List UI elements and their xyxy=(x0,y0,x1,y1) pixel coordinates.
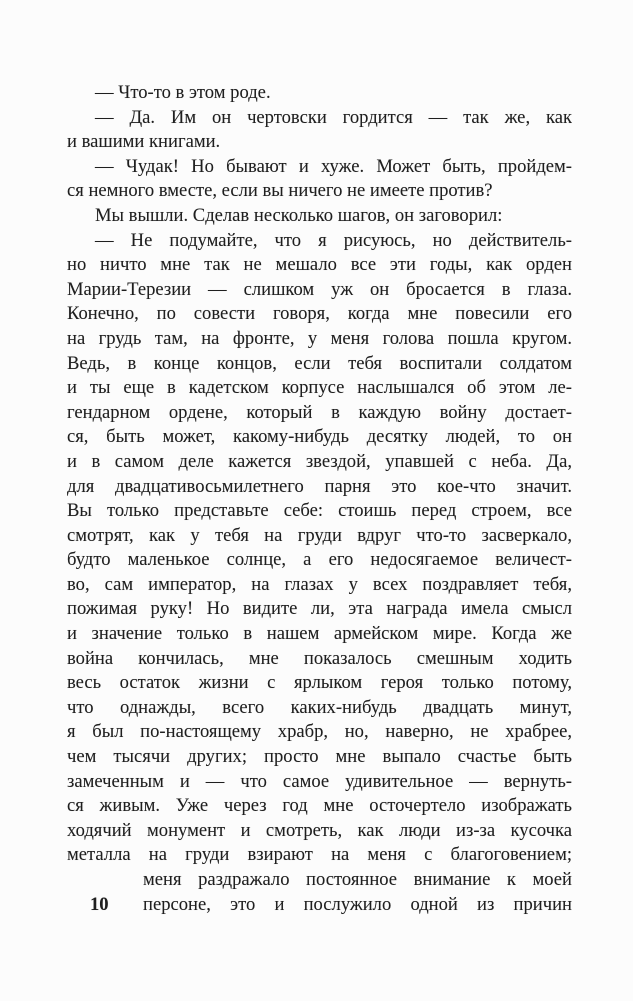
text-line: Мы вышли. Сделав несколько шагов, он заговорил: xyxy=(95,204,503,226)
text-line: меня раздражало постоянное внимание к моей xyxy=(143,869,572,890)
text-line: металла на груди взирают на меня с благоговением; xyxy=(67,844,572,866)
text-line: и значение только в нашем армейском мире. Когда же xyxy=(67,623,572,645)
text-line: но ничто мне так не мешало все эти годы, как орден xyxy=(67,254,572,276)
text-line: — Не подумайте, что я рисуюсь, но действитель- xyxy=(95,229,572,251)
text-line: пожимая руку! Но видите ли, эта награда имела смысл xyxy=(67,598,572,620)
text-line: и ты еще в кадетском корпусе наслышался об этом ле- xyxy=(67,377,572,399)
text-line: ходячий монумент и смотреть, как люди из-за кусочка xyxy=(67,819,572,841)
text-line: гендарном ордене, который в каждую войну достает- xyxy=(67,401,572,423)
text-line: персоне, это и послужило одной из причин xyxy=(143,893,572,915)
text-line: на грудь там, на фронте, у меня голова пошла кругом. xyxy=(67,327,572,349)
text-column xyxy=(67,81,572,917)
text-line: — Да. Им он чертовски гордится — так же, как xyxy=(95,106,572,128)
text-line: я был по-настоящему храбр, но, наверно, не храбрее, xyxy=(67,721,572,743)
text-line: Вы только представьте себе: стоишь перед строем, все xyxy=(67,500,572,522)
page-number: 10 xyxy=(90,894,109,915)
text-line: ся немного вместе, если вы ничего не имеете против? xyxy=(67,180,493,202)
text-line: для двадцативосьмилетнего парня это кое-что значит. xyxy=(67,475,572,497)
text-line: Ведь, в конце концов, если тебя воспитали солдатом xyxy=(67,352,572,374)
text-line: война кончилась, мне показалось смешным ходить xyxy=(67,647,572,669)
text-line: смотрят, как у тебя на груди вдруг что-то засверкало, xyxy=(67,524,572,546)
text-line: ся живым. Уже через год мне осточертело изображать xyxy=(67,795,572,817)
text-line: Конечно, по совести говоря, когда мне повесили его xyxy=(67,303,572,325)
text-line: Марии-Терезии — слишком уж он бросается в глаза. xyxy=(67,278,572,300)
text-line: замеченным и — что самое удивительное — вернуть- xyxy=(67,770,572,792)
text-line: весь остаток жизни с ярлыком героя только потому, xyxy=(67,672,572,694)
text-line: — Что-то в этом роде. xyxy=(95,82,271,103)
text-line: что однажды, всего каких-нибудь двадцать минут, xyxy=(67,696,572,718)
text-line: и в самом деле кажется звездой, упавшей с неба. Да, xyxy=(67,450,572,472)
text-line: во, сам император, на глазах у всех поздравляет тебя, xyxy=(67,573,572,595)
text-line: ся, быть может, какому-нибудь десятку людей, то он xyxy=(67,426,572,448)
text-line: чем тысячи других; просто мне выпало счастье быть xyxy=(67,746,572,768)
text-line: — Чудак! Но бывают и хуже. Может быть, пройдем- xyxy=(95,155,572,177)
text-line: будто маленькое солнце, а его недосягаемое величест- xyxy=(67,549,572,571)
text-line: и вашими книгами. xyxy=(67,131,221,153)
